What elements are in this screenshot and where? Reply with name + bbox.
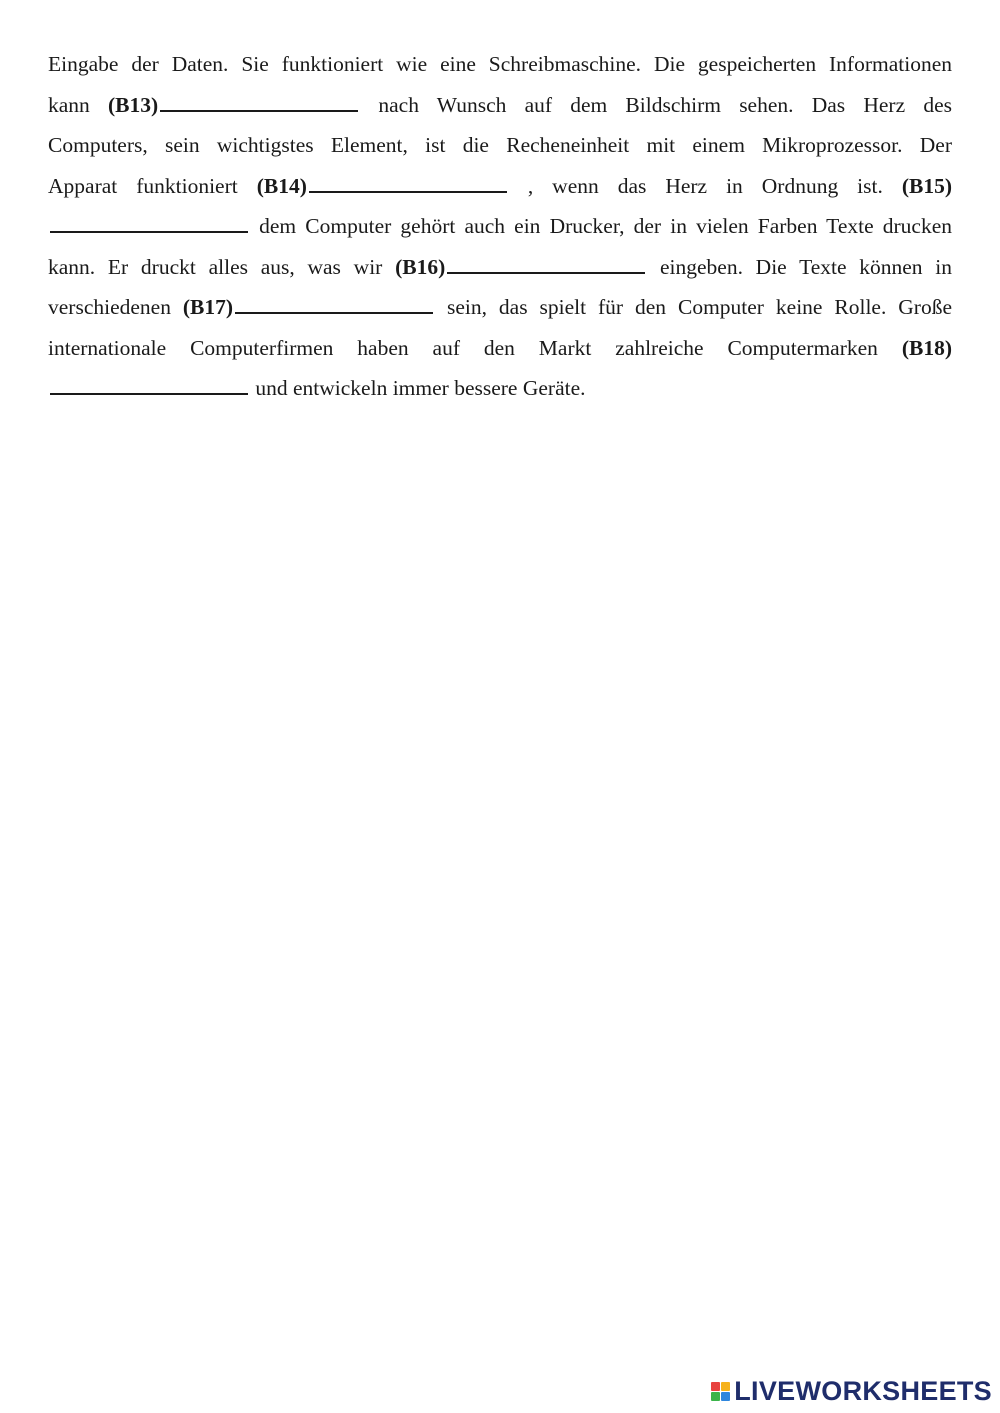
text-segment: verschiedenen — [48, 295, 183, 319]
text-segment: kann — [48, 92, 108, 117]
text-segment: sein, das spielt für den Computer keine Rolle. Große — [435, 295, 952, 319]
text-line — [48, 328, 952, 369]
logo-square — [721, 1392, 730, 1401]
text-line — [48, 287, 952, 328]
text-line — [48, 125, 952, 166]
gap-label: (B15) — [901, 173, 952, 198]
text-segment: Eingabe der Daten. Sie funktioniert wie eine Schreibmaschine. Die gespeicherten Informationen — [48, 52, 952, 76]
gap-label: (B14) — [256, 173, 307, 198]
logo-square — [711, 1392, 720, 1401]
gap-label: (B13) — [108, 92, 159, 117]
answer-blank-input[interactable] — [50, 211, 248, 233]
answer-blank-input[interactable] — [447, 252, 645, 274]
text-segment: Apparat funktioniert — [48, 173, 257, 198]
text-line — [48, 44, 952, 85]
text-segment: eingeben. Die Texte können in — [647, 254, 952, 279]
answer-blank-input[interactable] — [160, 90, 358, 112]
text-segment: dem Computer gehört auch ein Drucker, der in vielen Farben Texte drucken — [250, 214, 952, 238]
worksheet-text — [48, 44, 952, 409]
text-line — [48, 206, 952, 247]
text-line — [48, 166, 952, 207]
text-segment: , wenn das Herz in Ordnung ist. — [508, 173, 902, 198]
gap-label: (B18) — [901, 335, 952, 360]
text-line — [48, 247, 952, 288]
logo-square — [711, 1382, 720, 1391]
text-segment: kann. Er druckt alles aus, was wir — [48, 254, 396, 279]
logo-mark-icon — [711, 1382, 730, 1401]
text-line — [48, 85, 952, 126]
answer-blank-input[interactable] — [235, 292, 433, 314]
answer-blank-input[interactable] — [309, 171, 507, 193]
gap-label: (B16) — [395, 254, 446, 279]
logo-square — [721, 1382, 730, 1391]
text-segment: internationale Computerfirmen haben auf den Markt zahlreiche Computermarken — [48, 335, 902, 360]
logo-text: LIVEWORKSHEETS — [734, 1376, 992, 1406]
liveworksheets-logo — [711, 1376, 992, 1407]
text-segment: Computers, sein wichtigstes Element, ist die Recheneinheit mit einem Mikroprozessor. Der — [48, 133, 952, 157]
answer-blank-input[interactable] — [50, 373, 248, 395]
text-line — [48, 368, 952, 409]
gap-label: (B17) — [182, 295, 234, 319]
text-segment: und entwickeln immer bessere Geräte. — [250, 376, 586, 400]
text-segment: nach Wunsch auf dem Bildschirm sehen. Das Herz des — [360, 92, 952, 117]
